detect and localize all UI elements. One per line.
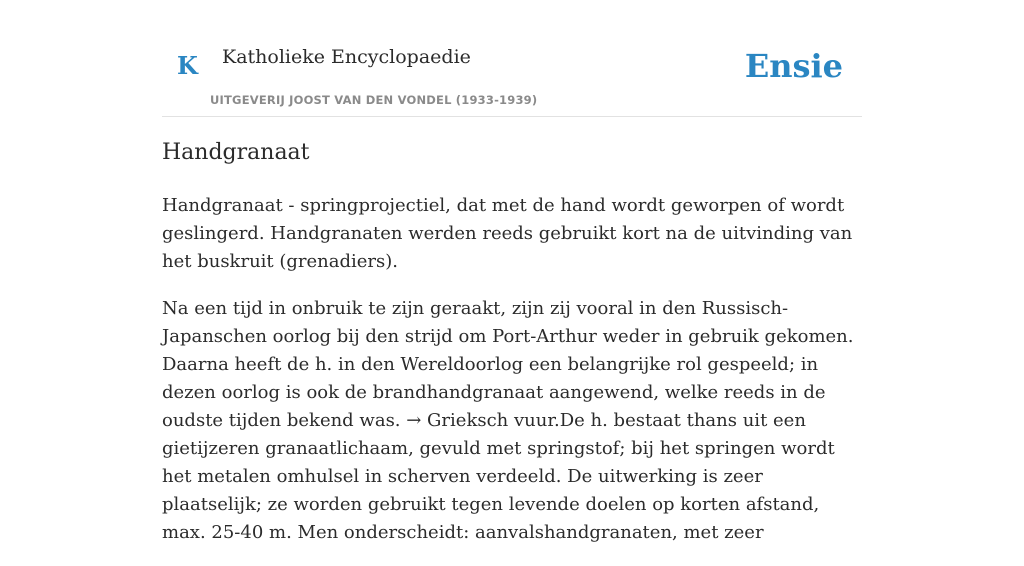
source-title[interactable]: Katholieke Encyclopaedie: [222, 46, 471, 68]
paragraph-2-text: Na een tijd in onbruik te zijn geraakt, zijn zij vooral in den Russisch-Japanschen oorlog bij den strijd om Port-Arthur weder in gebruik gekomen. Daarna heeft de h. in den Wereldoorlog een belangrijke rol gespeeld; in dezen oorlog is ook de brandhandgranaat aangewend, welke reeds in de oudste tijden bekend was.: [162, 298, 854, 431]
paragraph-1: Handgranaat - springprojectiel, dat met de hand wordt geworpen of wordt geslingerd. Handgranaten werden reeds gebruikt kort na de uitvinding van het buskruit (grenadiers).: [162, 195, 853, 272]
paragraph-2-continued: De h. bestaat thans uit een gietijzeren granaatlichaam, gevuld met springstof; bij het springen wordt het metalen omhulsel in scherven verdeeld. De uitwerking is zeer plaatselijk; ze worden gebruikt tegen levende doelen op korten afstand, max. 25-40 m. Men onderscheidt: aanvalshandgranaten, met zeer: [162, 410, 835, 543]
publisher-label: UITGEVERIJ JOOST VAN DEN VONDEL (1933-1939): [210, 93, 538, 107]
article-title: Handgranaat: [162, 140, 310, 165]
brand-logo[interactable]: Ensie: [744, 47, 843, 85]
source-header: [162, 0, 862, 117]
article-body: [162, 192, 862, 566]
source-logo[interactable]: K: [177, 51, 198, 80]
cross-reference-link[interactable]: → Grieksch vuur.: [406, 410, 560, 431]
paragraph-2: [162, 295, 862, 547]
page-container: [162, 0, 862, 543]
